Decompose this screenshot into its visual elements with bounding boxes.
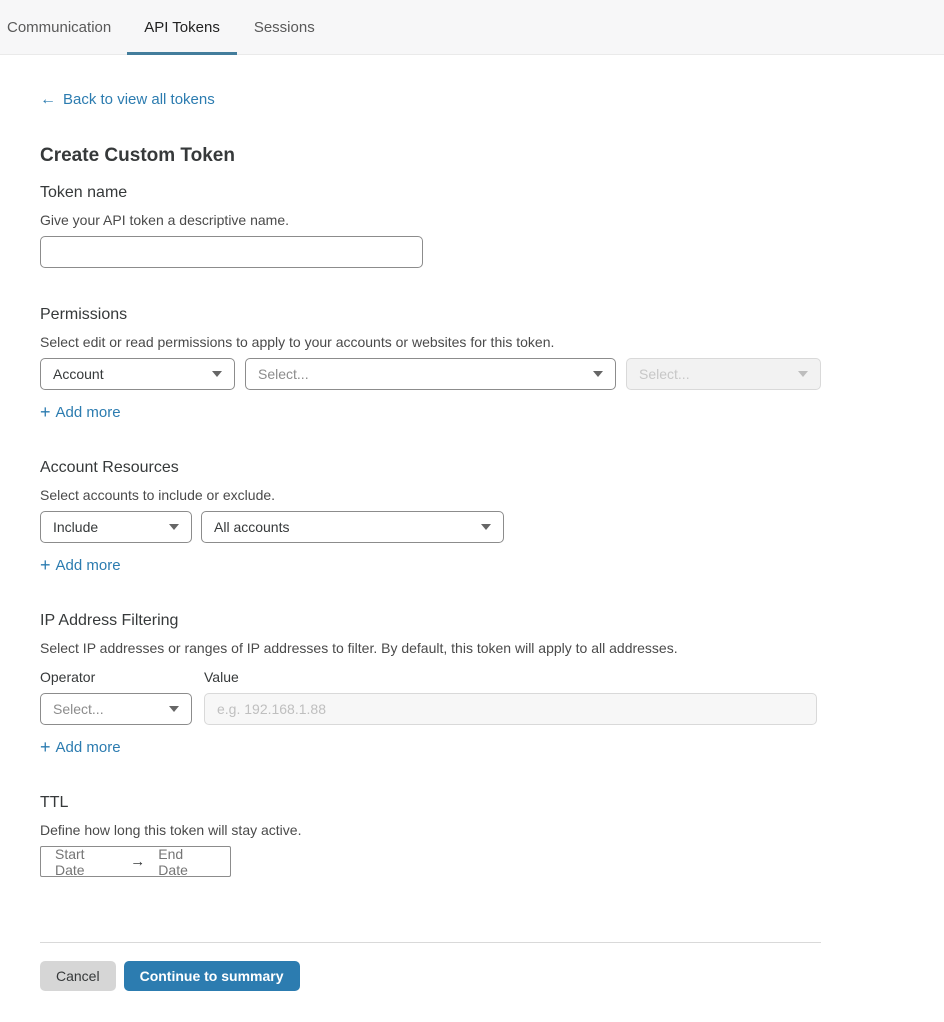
permission-group-select[interactable] [245, 358, 616, 390]
value-label: Value [204, 669, 239, 685]
resource-mode-select[interactable] [40, 511, 192, 543]
account-resources-description: Select accounts to include or exclude. [40, 487, 276, 503]
token-name-input[interactable] [40, 236, 423, 268]
chevron-down-icon [169, 524, 179, 530]
account-resources-row [40, 511, 904, 543]
create-token-form [0, 55, 944, 1021]
end-date-field[interactable]: End Date [158, 845, 188, 878]
resource-accounts-value: All accounts [214, 519, 290, 535]
continue-to-summary-button[interactable]: Continue to summary [124, 961, 300, 991]
ttl-date-range-picker[interactable] [40, 846, 231, 877]
chevron-down-icon [212, 371, 222, 377]
back-arrow-icon: ← [40, 90, 56, 108]
chevron-down-icon [481, 524, 491, 530]
operator-label: Operator [40, 669, 96, 685]
back-to-tokens-link[interactable] [40, 91, 215, 108]
ip-operator-placeholder: Select... [53, 701, 104, 717]
permissions-description: Select edit or read permissions to apply to your accounts or websites for this token. [40, 334, 555, 350]
permissions-add-more-link[interactable] [40, 403, 121, 421]
resource-accounts-select[interactable] [201, 511, 504, 543]
chevron-down-icon [798, 371, 808, 377]
tab-api-tokens[interactable]: API Tokens [127, 0, 237, 55]
permission-scope-value: Account [53, 366, 104, 382]
ip-filtering-heading: IP Address Filtering [40, 612, 179, 629]
right-arrow-icon: → [130, 853, 146, 870]
tab-sessions[interactable]: Sessions [253, 19, 315, 36]
ip-value-input [204, 693, 817, 725]
permission-level-select [626, 358, 821, 390]
start-date-field[interactable]: Start Date [55, 845, 85, 878]
permission-level-placeholder: Select... [639, 366, 690, 382]
tab-communication[interactable]: Communication [7, 19, 112, 36]
back-link-label: Back to view all tokens [63, 91, 215, 108]
chevron-down-icon [169, 706, 179, 712]
account-resources-add-more-link[interactable] [40, 556, 121, 574]
token-name-heading: Token name [40, 184, 128, 201]
footer-divider [40, 942, 821, 943]
add-more-label: Add more [55, 403, 121, 421]
chevron-down-icon [593, 371, 603, 377]
plus-icon: + [40, 402, 51, 422]
resource-mode-value: Include [53, 519, 99, 535]
account-resources-heading: Account Resources [40, 459, 179, 476]
permission-scope-select[interactable] [40, 358, 235, 390]
ttl-heading: TTL [40, 794, 69, 811]
ttl-description: Define how long this token will stay active. [40, 822, 302, 838]
plus-icon: + [40, 737, 51, 757]
ip-filtering-description: Select IP addresses or ranges of IP addresses to filter. By default, this token will apply to all addresses. [40, 640, 678, 656]
ip-filtering-row [40, 693, 904, 725]
page-title: Create Custom Token [40, 145, 235, 166]
token-name-description: Give your API token a descriptive name. [40, 212, 290, 228]
footer-actions [40, 961, 904, 991]
permissions-row [40, 358, 904, 390]
ip-filtering-labels [40, 669, 904, 685]
permissions-heading: Permissions [40, 306, 128, 323]
plus-icon: + [40, 555, 51, 575]
ip-operator-select[interactable] [40, 693, 192, 725]
add-more-label: Add more [55, 556, 121, 574]
add-more-label: Add more [55, 738, 121, 756]
cancel-button[interactable]: Cancel [40, 961, 116, 991]
ip-filtering-add-more-link[interactable] [40, 738, 121, 756]
tab-bar [0, 0, 944, 55]
permission-group-placeholder: Select... [258, 366, 309, 382]
